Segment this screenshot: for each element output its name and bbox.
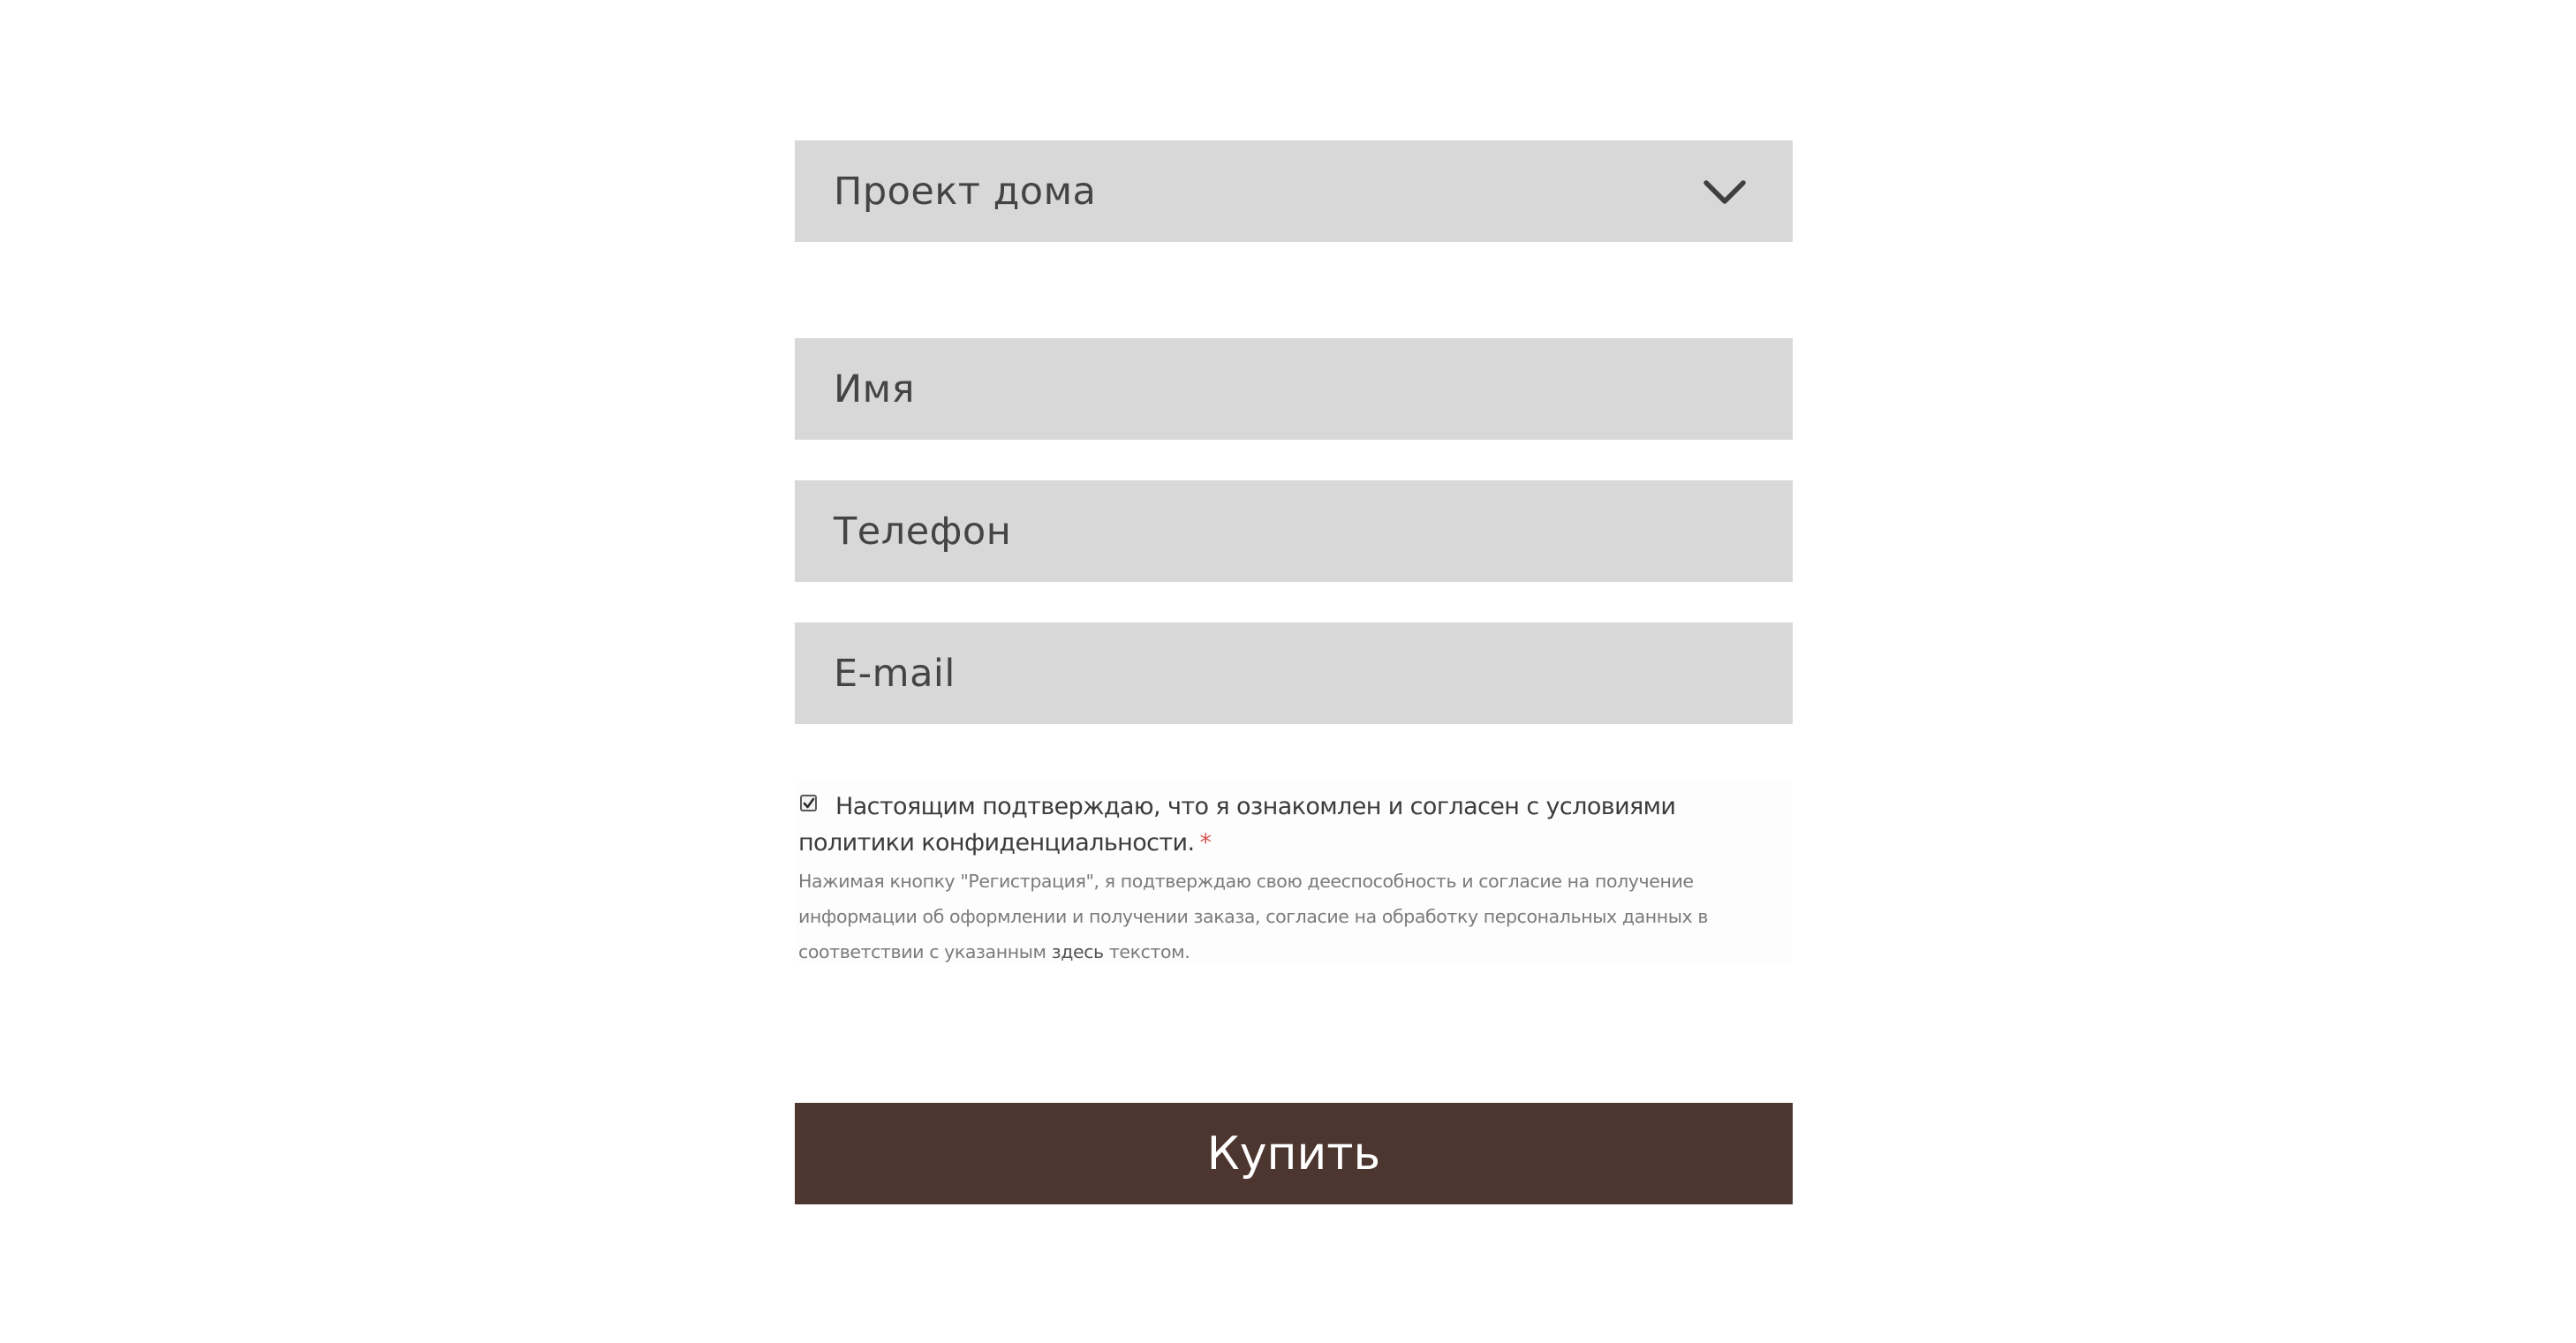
buy-button[interactable]: Купить [795, 1103, 1793, 1204]
consent-note-link[interactable]: здесь [1051, 941, 1104, 962]
consent-block [795, 781, 1793, 962]
email-field-placeholder: E-mail [834, 651, 956, 696]
consent-label-text: Настоящим подтверждаю, что я ознакомлен и согласен с условиями политики конфиденциальности. [798, 793, 1676, 856]
consent-note-prefix: Нажимая кнопку "Регистрация", я подтверждаю свою дееспособность и согласие на получение информации об оформлении и получении заказа, согласие на обработку персональных данных в соответствии с указанным [798, 871, 1709, 962]
project-select[interactable] [795, 140, 1793, 242]
required-mark: * [1199, 829, 1212, 856]
phone-field[interactable] [795, 480, 1793, 582]
consent-note-suffix: текстом. [1103, 941, 1190, 962]
phone-field-placeholder: Телефон [834, 509, 1012, 554]
name-field[interactable] [795, 338, 1793, 440]
consent-note [798, 864, 1787, 970]
chevron-down-icon [1703, 179, 1747, 206]
email-field[interactable] [795, 622, 1793, 724]
consent-label [798, 788, 1779, 861]
project-select-value: Проект дома [834, 169, 1097, 214]
name-field-placeholder: Имя [834, 366, 915, 411]
